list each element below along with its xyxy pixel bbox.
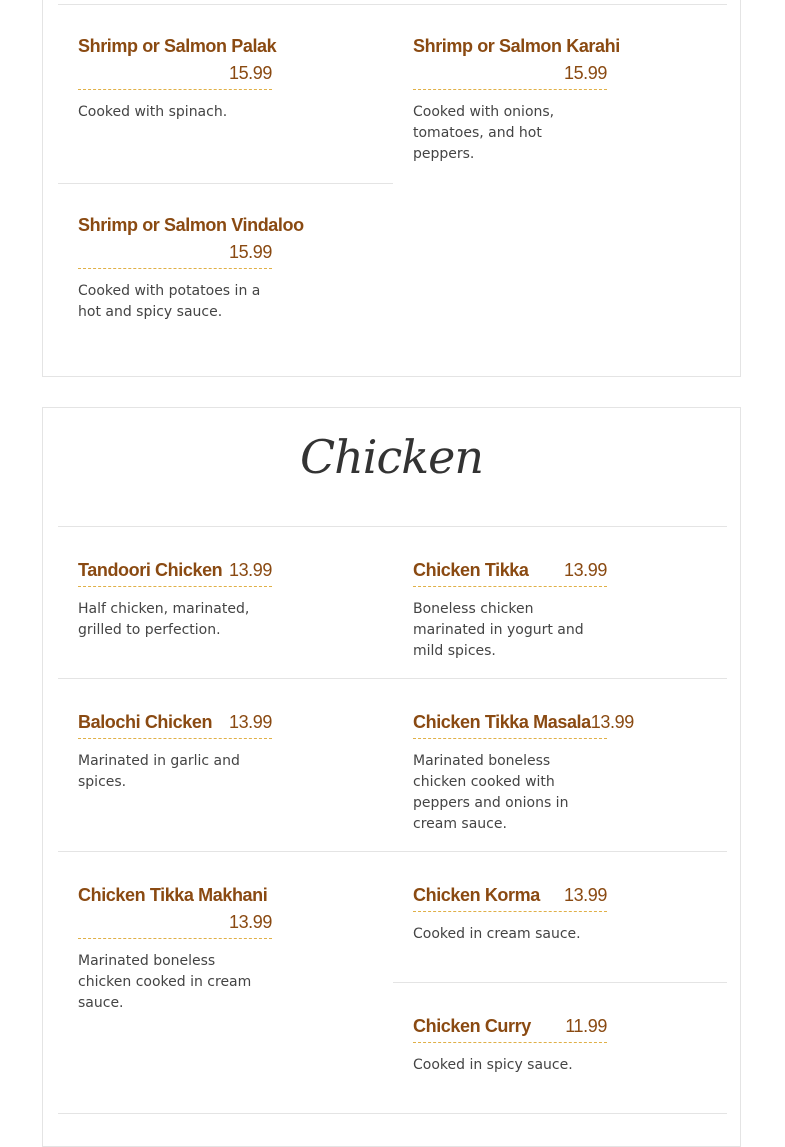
item-price: 13.99 <box>228 712 272 732</box>
item-description: Cooked with spinach. <box>78 104 228 120</box>
item-header <box>413 33 620 90</box>
item-header <box>78 709 272 739</box>
item-name: Balochi Chicken <box>78 712 213 732</box>
item-description: Cooked in spicy sauce. <box>413 1057 573 1073</box>
seafood-section <box>42 0 741 377</box>
item-price: 13.99 <box>228 560 272 580</box>
item-header <box>78 882 272 939</box>
item-price: 15.99 <box>228 242 272 262</box>
divider <box>58 4 727 5</box>
item-description: Cooked in cream sauce. <box>413 926 581 942</box>
item-name: Shrimp or Salmon Vindaloo <box>78 215 304 235</box>
item-name: Chicken Curry <box>413 1016 531 1036</box>
item-description: Half chicken, marinated, grilled to perfection. <box>78 601 250 638</box>
menu-item <box>78 882 272 1014</box>
divider <box>58 851 727 852</box>
item-description: Marinated boneless chicken cooked in cream sauce. <box>78 953 252 1011</box>
chicken-section <box>42 407 741 1147</box>
divider <box>58 678 727 679</box>
item-name: Shrimp or Salmon Karahi <box>413 36 620 56</box>
item-header <box>413 557 607 587</box>
item-name: Chicken Korma <box>413 885 540 905</box>
menu-item <box>78 557 272 641</box>
menu-item <box>413 557 607 662</box>
menu-item <box>78 709 272 793</box>
item-description: Cooked with onions, tomatoes, and hot peppers. <box>413 104 555 162</box>
item-name: Chicken Tikka <box>413 560 529 580</box>
menu-item <box>413 33 620 165</box>
menu-item <box>78 212 304 323</box>
item-price: 15.99 <box>228 63 272 83</box>
item-header <box>413 882 607 912</box>
item-price: 15.99 <box>563 63 607 83</box>
menu-item <box>78 33 277 123</box>
item-price: 13.99 <box>563 885 607 905</box>
item-price: 13.99 <box>563 560 607 580</box>
item-description: Marinated in garlic and spices. <box>78 753 240 790</box>
divider <box>58 183 393 184</box>
item-description: Cooked with potatoes in a hot and spicy sauce. <box>78 283 261 320</box>
item-price: 13.99 <box>228 912 272 932</box>
item-header <box>78 33 277 90</box>
item-description: Marinated boneless chicken cooked with peppers and onions in cream sauce. <box>413 753 569 832</box>
item-name: Chicken Tikka Masala <box>413 712 591 732</box>
item-description: Boneless chicken marinated in yogurt and mild spices. <box>413 601 584 659</box>
item-name: Chicken Tikka Makhani <box>78 885 268 905</box>
item-header <box>78 557 272 587</box>
item-price: 11.99 <box>565 1016 607 1036</box>
item-name: Shrimp or Salmon Palak <box>78 36 277 56</box>
menu-item <box>413 709 634 835</box>
item-header <box>78 212 304 269</box>
menu-item <box>413 882 607 945</box>
item-header <box>413 1013 607 1043</box>
divider <box>393 982 727 983</box>
section-title: Chicken <box>299 430 484 484</box>
item-header <box>413 709 634 739</box>
item-price: 13.99 <box>590 712 634 732</box>
menu-item <box>413 1013 607 1076</box>
divider <box>58 1113 727 1114</box>
divider <box>58 526 727 527</box>
item-name: Tandoori Chicken <box>78 560 223 580</box>
